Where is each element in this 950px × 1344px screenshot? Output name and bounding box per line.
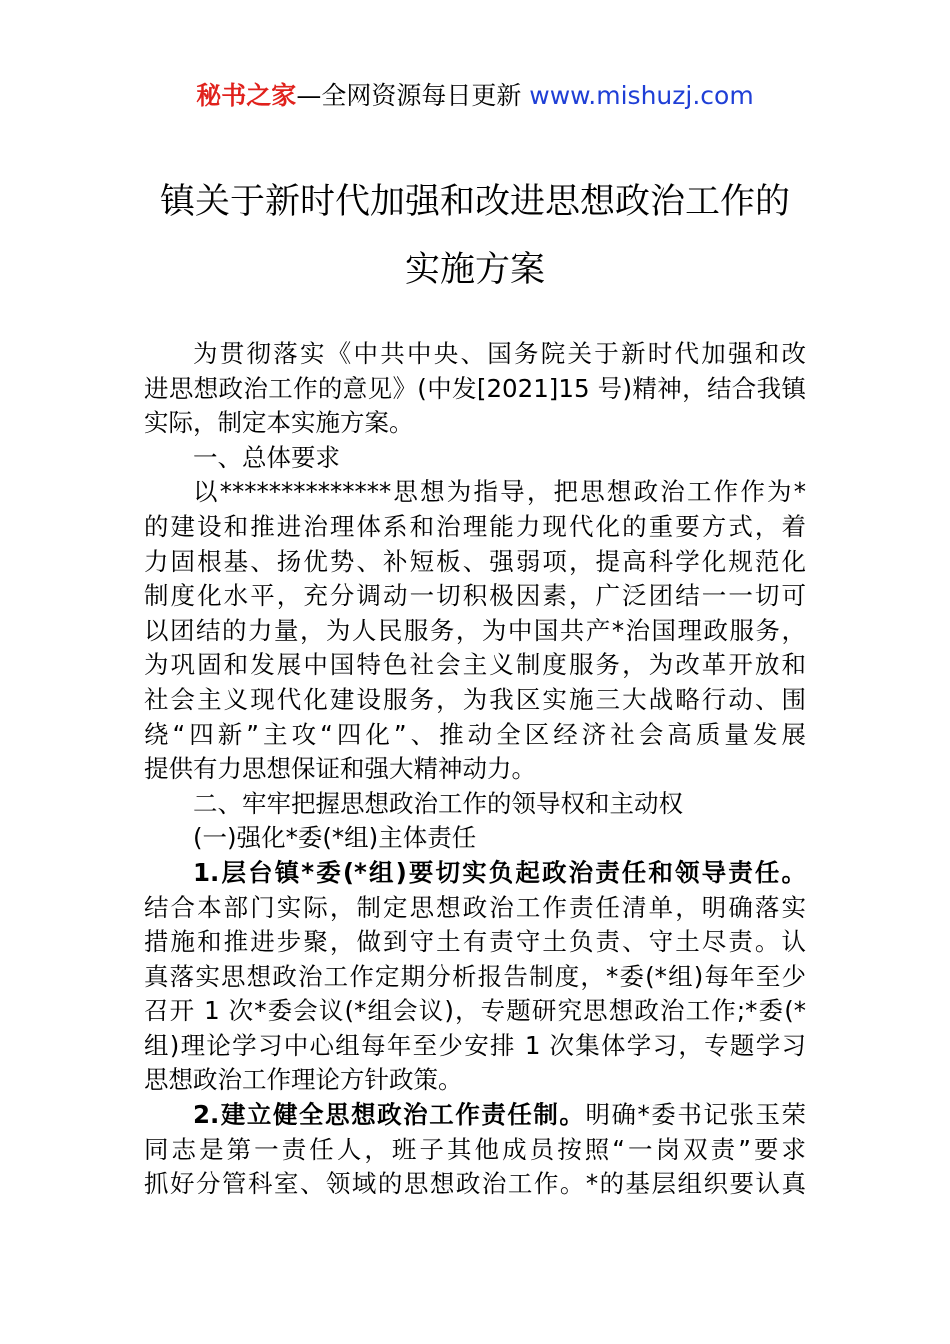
paragraph-line: 提供有力思想保证和强大精神动力。 <box>144 754 536 784</box>
paragraph-line: 真落实思想政治工作定期分析报告制度，*委(*组)每年至少 <box>144 961 806 991</box>
section-heading: 一、总体要求 <box>193 442 340 472</box>
site-url[interactable]: www.mishuzj.com <box>529 81 754 110</box>
paragraph-line: 以**************思想为指导，把思想政治工作作为* <box>193 477 806 507</box>
section-heading: 二、牢牢把握思想政治工作的领导权和主动权 <box>193 788 683 818</box>
item-heading: 2.建立健全思想政治工作责任制。 <box>193 1100 586 1130</box>
paragraph-line: 召开 1 次*委会议(*组会议)，专题研究思想政治工作;*委(* <box>144 996 806 1026</box>
brand-name: 秘书之家 <box>196 81 297 110</box>
paragraph-line: 思想政治工作理论方针政策。 <box>144 1065 463 1095</box>
paragraph-line: 制度化水平，充分调动一切积极因素，广泛团结一一切可 <box>144 581 806 611</box>
paragraph-line: 绕“四新”主攻“四化”、推动全区经济社会高质量发展 <box>144 719 806 749</box>
document-body <box>144 337 806 1202</box>
paragraph-line: 力固根基、扬优势、补短板、强弱项，提高科学化规范化 <box>144 546 806 576</box>
item-text: 明确*委书记张玉荣 <box>585 1100 806 1130</box>
paragraph-line: 的建设和推进治理体系和治理能力现代化的重要方式，着 <box>144 511 806 541</box>
paragraph-line: 以团结的力量，为人民服务，为中国共产*治国理政服务， <box>144 615 806 645</box>
paragraph-line: 抓好分管科室、领域的思想政治工作。*的基层组织要认真 <box>144 1169 806 1199</box>
item-heading: 1.层台镇*委(*组)要切实负起政治责任和领导责任。 <box>193 857 806 887</box>
paragraph-line: 为贯彻落实《中共中央、国务院关于新时代加强和改 <box>193 339 806 368</box>
document-title-line-1: 镇关于新时代加强和改进思想政治工作的 <box>159 182 790 222</box>
paragraph-line: 结合本部门实际，制定思想政治工作责任清单，明确落实 <box>144 892 806 922</box>
paragraph-line: 实际，制定本实施方案。 <box>144 408 414 438</box>
paragraph-line: 进思想政治工作的意见》(中发[2021]15 号)精神，结合我镇 <box>144 373 806 403</box>
paragraph-line: 措施和推进步聚，做到守土有责守土负责、守土尽责。认 <box>144 927 806 957</box>
paragraph-line: 社会主义现代化建设服务，为我区实施三大战略行动、围 <box>144 684 806 714</box>
subsection-heading: (一)强化*委(*组)主体责任 <box>193 823 477 853</box>
header-tagline: —全网资源每日更新 <box>296 81 530 110</box>
document-title-line-2: 实施方案 <box>404 250 545 290</box>
paragraph-line <box>144 1098 806 1133</box>
paragraph-line: 为巩固和发展中国特色社会主义制度服务，为改革开放和 <box>144 650 806 680</box>
site-header <box>0 78 950 114</box>
paragraph-line: 组)理论学习中心组每年至少安排 1 次集体学习，专题学习 <box>144 1030 806 1060</box>
paragraph-line: 同志是第一责任人，班子其他成员按照“一岗双责”要求 <box>144 1134 806 1164</box>
